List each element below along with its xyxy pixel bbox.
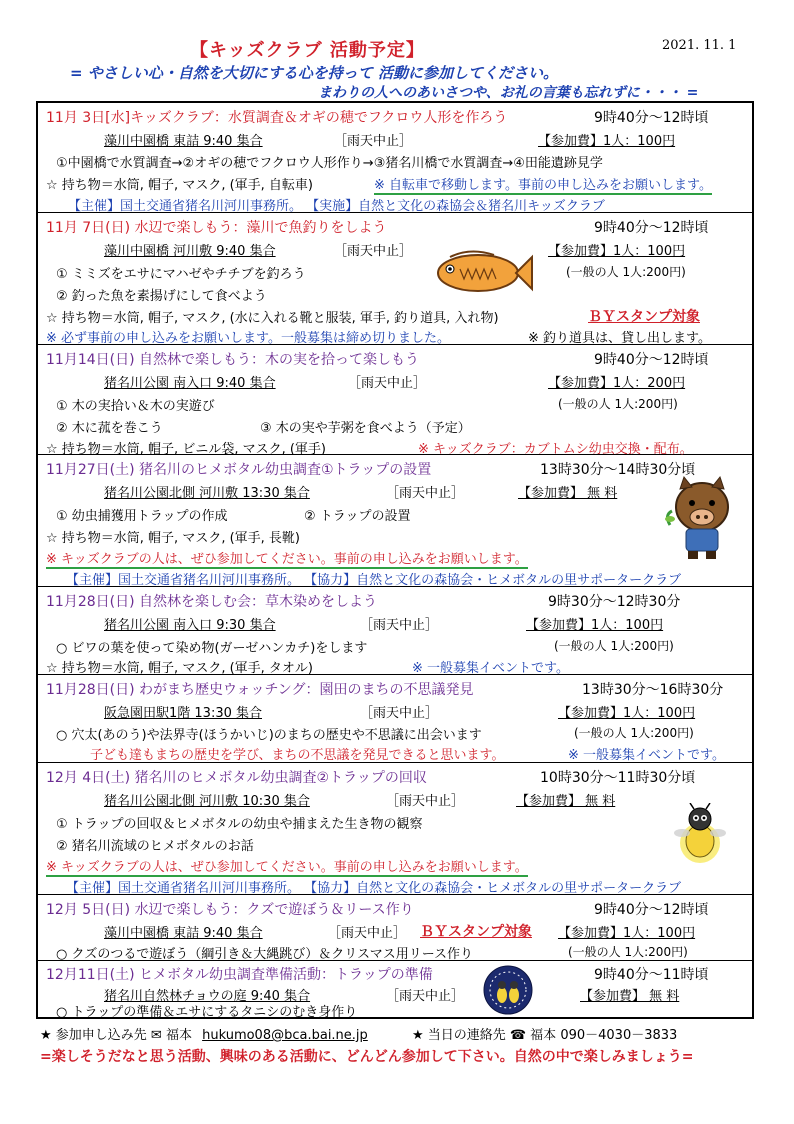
event-item-2: ② 猪名川流域のヒメボタルのお話 [56, 839, 254, 854]
event-nov-14 [38, 345, 752, 455]
event-dec-5 [38, 895, 752, 961]
event-note: 子ども達もまちの歴史を学び、まちの不思議を発見できると思います。 [90, 748, 505, 763]
event-bring: ☆ 持ち物＝水筒, 帽子, マスク, (軍手, 自転車) [46, 178, 313, 193]
event-fee-general: (一般の人 1人:200円) [558, 397, 678, 411]
event-fee: 【参加費】 無 料 [516, 794, 616, 809]
firefly-illustration [668, 803, 732, 867]
event-note: ※ キッズクラブの人は、ぜひ参加してください。事前の申し込みをお願いします。 [46, 856, 528, 877]
event-fee: 【参加費】1人：100円 [538, 134, 676, 149]
event-title: 11月28日(日) 自然林を楽しむ会：草木染めをしよう [46, 594, 378, 610]
event-rain: ［雨天中止］ [386, 486, 465, 501]
event-time: 9時40分～12時頃 [594, 902, 709, 918]
contact-phone: ★ 当日の連絡先 ☎ 福本 090－4030－3833 [411, 1028, 678, 1043]
event-title: 12月 5日(日) 水辺で楽しもう：クズで遊ぼう＆リース作り [46, 902, 414, 918]
event-dec-11 [38, 961, 752, 1020]
event-title: 11月28日(日) わがまち歴史ウォッチング：園田のまちの不思議発見 [46, 682, 474, 698]
event-rain: ［雨天中止］ [348, 376, 427, 391]
event-fee-general: (一般の人 1人:200円) [566, 265, 686, 279]
event-item-1: ○ クズのつるで遊ぼう（綱引き＆大縄跳び）＆クリスマス用リース作り [56, 947, 474, 962]
event-place: 猪名川公園 南入口 9:40 集合 [104, 376, 276, 391]
event-item-1: ① ミミズをエサにマハゼやチチブを釣ろう [56, 267, 306, 282]
event-time: 13時30分～16時30分 [582, 682, 724, 698]
event-item-2: ② 釣った魚を素揚げにして食べよう [56, 289, 267, 304]
event-bring: ☆ 持ち物＝水筒, 帽子, マスク, (水に入れる靴と服装, 軍手, 釣り道具, 入れ物) [46, 311, 499, 326]
event-bring: ☆ 持ち物＝水筒, 帽子, マスク, (軍手, タオル) [46, 661, 313, 676]
event-note: ※ キッズクラブの人は、ぜひ参加してください。事前の申し込みをお願いします。 [46, 548, 528, 569]
event-title: 12月 4日(土) 猪名川のヒメボタル幼虫調査②トラップの回収 [46, 770, 427, 786]
event-organizer: 【主催】国土交通省猪名川河川事務所。 【実施】自然と文化の森協会＆猪名川キッズクラブ [68, 199, 605, 214]
event-item-1: ① 幼虫捕獲用トラップの作成 [56, 509, 228, 524]
schedule-table [36, 101, 754, 1019]
event-bring: ☆ 持ち物＝水筒, 帽子, ビニル袋, マスク, (軍手) [46, 442, 326, 457]
event-place: 藻川中園橋 東詰 9:40 集合 [104, 926, 263, 941]
event-fee: 【参加費】1人：100円 [548, 244, 686, 259]
event-fee-general: (一般の人 1人:200円) [554, 639, 674, 653]
event-item-1: ① トラップの回収＆ヒメボタルの幼虫や捕まえた生き物の観察 [56, 817, 423, 832]
event-place: 猪名川公園北側 河川敷 10:30 集合 [104, 794, 310, 809]
event-nov-3 [38, 103, 752, 213]
event-organizer: 【主催】国土交通省猪名川河川事務所。 【協力】自然と文化の森協会・ヒメボタルの里サポータークラブ [66, 573, 682, 588]
closing-message: =楽しそうだなと思う活動、興味のある活動に、どんどん参加して下さい。自然の中で楽しみましょう= [40, 1049, 694, 1065]
event-time: 9時40分～12時頃 [594, 110, 709, 126]
contact-footer [40, 1024, 677, 1043]
event-note: ※ キッズクラブ：カブトムシ幼虫交換・配布。 [418, 442, 693, 457]
event-time: 9時30分～12時30分 [548, 594, 681, 610]
event-item-2: ② トラップの設置 [304, 509, 411, 524]
event-rain: ［雨天中止］ [328, 926, 407, 941]
event-place: 猪名川公園北側 河川敷 13:30 集合 [104, 486, 310, 501]
event-rain: ［雨天中止］ [360, 706, 439, 721]
event-note-2: ※ 一般募集イベントです。 [568, 748, 725, 763]
event-title: 11月27日(土) 猪名川のヒメボタル幼虫調査①トラップの設置 [46, 462, 432, 478]
stamp-badge: ＢＹスタンプ対象 [588, 309, 700, 325]
event-note: ※ 自転車で移動します。事前の申し込みをお願いします。 [374, 174, 712, 195]
event-fee: 【参加費】 無 料 [518, 486, 618, 501]
apply-label: ★ 参加申し込み先 ✉ 福本 [40, 1028, 192, 1043]
event-note: ※ 必ず事前の申し込みをお願いします。一般募集は締め切りました。 [46, 331, 450, 346]
event-item-1: ①中園橋で水質調査→②オギの穂でフクロウ人形作り→③猪名川橋で水質調査→④田能遺跡見学 [56, 156, 603, 171]
event-rain: ［雨天中止］ [386, 794, 465, 809]
event-time: 9時40分～12時頃 [594, 220, 709, 236]
event-fee-general: (一般の人 1人:200円) [568, 945, 688, 959]
event-title: 12月11日(土) ヒメボタル幼虫調査準備活動：トラップの準備 [46, 967, 433, 983]
event-nov-7 [38, 213, 752, 345]
event-title: 11月 3日[水]キッズクラブ：水質調査＆オギの穂でフクロウ人形を作ろう [46, 110, 508, 126]
stamp-badge: ＢＹスタンプ対象 [420, 924, 532, 940]
event-rain: ［雨天中止］ [386, 989, 465, 1004]
event-fee: 【参加費】1人：100円 [558, 926, 696, 941]
event-item-2: ② 木に菰を巻こう [56, 421, 163, 436]
event-place: 藻川中園橋 東詰 9:40 集合 [104, 134, 263, 149]
event-fee: 【参加費】1人：100円 [558, 706, 696, 721]
event-rain: ［雨天中止］ [334, 134, 413, 149]
event-item-1: ① 木の実拾い＆木の実遊び [56, 399, 215, 414]
event-title: 11月 7日(日) 水辺で楽しもう：藻川で魚釣りをしよう [46, 220, 387, 236]
event-note: ※ 一般募集イベントです。 [412, 661, 569, 676]
event-nov-27 [38, 455, 752, 587]
event-title: 11月14日(日) 自然林で楽しもう：木の実を拾って楽しもう [46, 352, 420, 368]
fish-illustration [430, 245, 534, 297]
event-nov-28-history [38, 675, 752, 763]
event-place: 阪急園田駅1階 13:30 集合 [104, 706, 262, 721]
event-nov-28-dye [38, 587, 752, 675]
event-time: 9時40分～11時頃 [594, 967, 709, 983]
event-rain: ［雨天中止］ [334, 244, 413, 259]
event-fee-general: (一般の人 1人:200円) [574, 726, 694, 740]
event-time: 13時30分～14時30分頃 [540, 462, 696, 478]
event-fee: 【参加費】1人：100円 [526, 618, 664, 633]
intro-line-2: まわりの人へのあいさつや、お礼の言葉も忘れずに・・・ = [318, 85, 699, 101]
issue-date: 2021. 11. 1 [662, 38, 737, 53]
event-organizer: 【主催】国土交通省猪名川河川事務所。 【協力】自然と文化の森協会・ヒメボタルの里サポータークラブ [66, 881, 682, 896]
event-rain: ［雨天中止］ [360, 618, 439, 633]
event-item-1: ○ ビワの葉を使って染め物(ガーゼハンカチ)をします [56, 641, 368, 656]
event-item-1: ○ トラップの準備＆エサにするタニシのむき身作り [56, 1005, 358, 1020]
event-fee: 【参加費】 無 料 [580, 989, 680, 1004]
boar-mascot-illustration [662, 475, 742, 561]
event-place: 猪名川自然林チョウの庭 9:40 集合 [104, 989, 311, 1004]
event-time: 9時40分～12時頃 [594, 352, 709, 368]
event-item-1: ○ 穴太(あのう)や法界寺(ほうかいじ)のまちの歴史や不思議に出会います [56, 728, 482, 743]
event-time: 10時30分～11時30分頃 [540, 770, 696, 786]
event-dec-4 [38, 763, 752, 895]
intro-line-1: = やさしい心・自然を大切にする心を持って 活動に参加してください。 [70, 64, 559, 82]
event-fee: 【参加費】1人：200円 [548, 376, 686, 391]
event-note-2: ※ 釣り道具は、貸し出します。 [528, 331, 711, 346]
email-link[interactable]: hukumo08@bca.bai.ne.jp [202, 1028, 368, 1043]
event-place: 猪名川公園 南入口 9:30 集合 [104, 618, 276, 633]
firefly-badge-illustration [478, 965, 538, 1015]
page-title: 【キッズクラブ 活動予定】 [190, 40, 425, 61]
event-item-3: ③ 木の実や芋粥を食べよう（予定） [260, 421, 471, 436]
event-place: 藻川中園橋 河川敷 9:40 集合 [104, 244, 276, 259]
event-bring: ☆ 持ち物＝水筒, 帽子, マスク, (軍手, 長靴) [46, 531, 300, 546]
